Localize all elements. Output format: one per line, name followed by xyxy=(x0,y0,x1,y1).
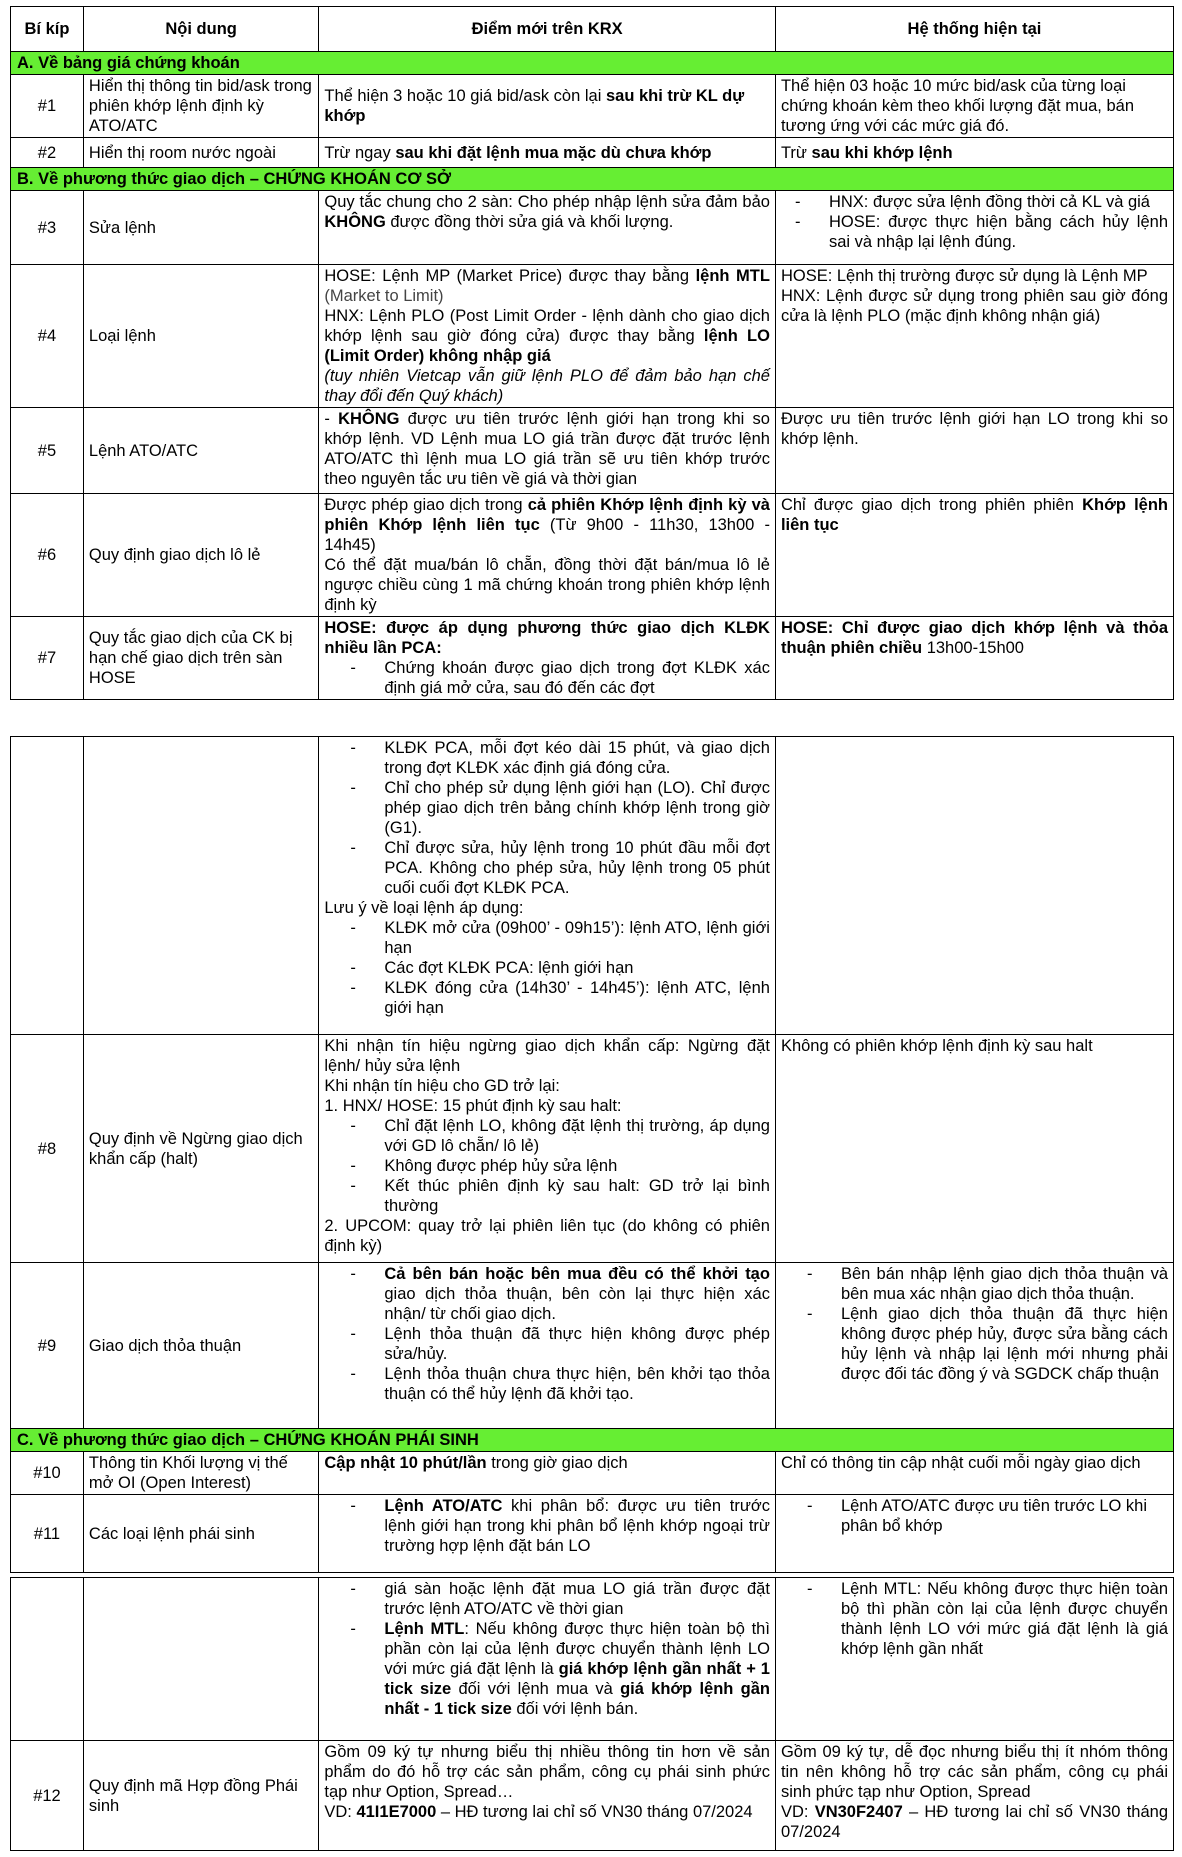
table-row xyxy=(11,1035,1174,1263)
paragraph: Gồm 09 ký tự nhưng biểu thị nhiều thông tin hơn về sản phẩm do đó hỗ trợ các sản phẩm, công cụ phái sinh phức tạp như Option, Spread… xyxy=(324,1743,770,1801)
paragraph: Lưu ý về loại lệnh áp dụng: xyxy=(324,899,524,917)
text-bold: sau khi trừ KL dự khớp xyxy=(324,87,745,125)
row-new xyxy=(319,138,776,168)
text: đối với lệnh mua và xyxy=(451,1680,621,1698)
new-list xyxy=(324,1116,770,1216)
row-current xyxy=(775,265,1173,408)
text-bold: lệnh MTL xyxy=(695,267,770,285)
text: HNX: Lệnh PLO (Post Limit Order - lệnh dành cho giao dịch khớp lệnh sau giờ đóng cửa) được thay bằng xyxy=(324,307,770,345)
section-b-title: B. Về phương thức giao dịch – CHỨNG KHOÁN CƠ SỞ xyxy=(11,168,1174,191)
text: – HĐ tương lai chỉ số VN30 tháng 07/2024 xyxy=(780,1803,1169,1841)
section-c-title: C. Về phương thức giao dịch – CHỨNG KHOÁN PHÁI SINH xyxy=(11,1429,1174,1452)
text-bold: Lệnh MTL xyxy=(384,1620,465,1638)
text: Được phép giao dịch trong xyxy=(324,496,528,514)
text-bold: sau khi khớp lệnh xyxy=(811,143,953,162)
row-current xyxy=(775,617,1173,700)
header-row xyxy=(11,7,1174,52)
table-row xyxy=(11,737,1174,1035)
row-name: Quy định giao dịch lô lẻ xyxy=(83,494,318,617)
list-item: - Lệnh thỏa thuận đã thực hiện không được phép sửa/hủy. xyxy=(384,1324,770,1364)
note-list xyxy=(324,918,770,1018)
paragraph: Khi nhận tín hiệu ngừng giao dịch khẩn cấp: Ngừng đặt lệnh/ hủy sửa lệnh xyxy=(324,1037,770,1075)
list-item: - HOSE: được thực hiện bằng cách hủy lệnh sai và nhập lại lệnh đúng. xyxy=(829,212,1168,252)
row-name: Hiển thị thông tin bid/ask trong phiên khớp lệnh định kỳ ATO/ATC xyxy=(83,75,318,138)
list-item: - Chỉ cho phép sử dụng lệnh giới hạn (LO). Chỉ được phép giao dịch trên bảng chính khớp lệnh trong giờ (G1). xyxy=(384,778,770,838)
text: KLĐK PCA, mỗi đợt kéo dài 15 phút, và giao dịch trong đợt KLĐK xác định giá đóng cửa. xyxy=(384,739,770,777)
new-list xyxy=(324,1264,770,1404)
list-item: - Chỉ được sửa, hủy lệnh trong 10 phút đầu mỗi đợt PCA. Không cho phép sửa, hủy lệnh trong 05 phút cuối cuối đợt KLĐK PCA. xyxy=(384,838,770,898)
text: HOSE: Lệnh MP (Market Price) được thay bằng xyxy=(324,267,696,285)
paragraph: HNX: Lệnh được sử dụng trong phiên sau giờ đóng cửa là lệnh PLO (mặc định không nhận giá) xyxy=(780,287,1168,325)
table-row xyxy=(11,1578,1174,1741)
row-current xyxy=(775,138,1173,168)
paragraph: 1. HNX/ HOSE: 15 phút định kỳ sau halt: xyxy=(324,1097,622,1115)
text: VD: xyxy=(324,1803,357,1821)
row-new xyxy=(319,1578,776,1741)
list-item: - KLĐK mở cửa (09h00’ - 09h15’): lệnh ATO, lệnh giới hạn xyxy=(384,918,770,958)
paragraph: Khi nhận tín hiệu cho GD trở lại: xyxy=(324,1077,560,1095)
new-list xyxy=(324,1579,770,1719)
row-id: #8 xyxy=(11,1035,84,1263)
text: Chỉ được giao dịch trong phiên phiên xyxy=(780,496,1083,514)
text-bold: lệnh LO (Limit Order) không nhập giá xyxy=(324,327,770,365)
text-bold: Lệnh ATO/ATC xyxy=(384,1497,503,1515)
list-item: - Lệnh giao dịch thỏa thuận đã thực hiện không được phép hủy, được sửa bằng cách hủy lệnh và nhập lại lệnh mới nhưng phải được đối tác đồng ý và SGDCK chấp thuận xyxy=(841,1304,1168,1384)
table-row xyxy=(11,138,1174,168)
list-item xyxy=(384,1496,770,1556)
text: giao dịch thỏa thuận, bên còn lại thực hiện xác nhận/ từ chối giao dịch. xyxy=(384,1285,770,1323)
text-bold: KHÔNG xyxy=(338,410,400,428)
row-name: Các loại lệnh phái sinh xyxy=(83,1495,318,1573)
row-current: Không có phiên khớp lệnh định kỳ sau halt xyxy=(775,1035,1173,1263)
row-id: #9 xyxy=(11,1263,84,1429)
row-current xyxy=(775,191,1173,265)
row-new xyxy=(319,408,776,494)
table-row xyxy=(11,191,1174,265)
text: 13h00-15h00 xyxy=(922,639,1024,657)
table-row xyxy=(11,75,1174,138)
new-list xyxy=(324,738,770,898)
row-id: #10 xyxy=(11,1452,84,1495)
list-item xyxy=(384,1264,770,1324)
list-item: - Không được phép hủy sửa lệnh xyxy=(384,1156,770,1176)
text-bold: VN30F2407 xyxy=(814,1803,903,1821)
text: - xyxy=(324,410,339,428)
table-row xyxy=(11,617,1174,700)
row-name-empty xyxy=(83,1578,318,1741)
section-b-row xyxy=(11,168,1174,191)
row-name-empty xyxy=(83,737,318,1035)
table-row xyxy=(11,265,1174,408)
row-current xyxy=(775,494,1173,617)
row-name: Loại lệnh xyxy=(83,265,318,408)
text: trong giờ giao dịch xyxy=(486,1454,628,1472)
paragraph: HOSE: Lệnh thị trường được sử dụng là Lệnh MP xyxy=(780,267,1148,285)
header-content: Nội dung xyxy=(83,7,318,52)
text-bold: Khớp lệnh liên tục xyxy=(780,496,1168,534)
text: VD: xyxy=(780,1803,815,1821)
row-name: Quy định mã Hợp đồng Phái sinh xyxy=(83,1741,318,1851)
text: Quy tắc chung cho 2 sàn: Cho phép nhập lệnh sửa đảm bảo xyxy=(324,193,770,211)
row-name: Sửa lệnh xyxy=(83,191,318,265)
paragraph-italic: (tuy nhiên Vietcap vẫn giữ lệnh PLO để đảm bảo hạn chế thay đổi đến Quý khách) xyxy=(324,367,770,405)
row-name: Quy định về Ngừng giao dịch khẩn cấp (halt) xyxy=(83,1035,318,1263)
current-list xyxy=(781,1496,1168,1536)
table-row xyxy=(11,1495,1174,1573)
text: đối với lệnh bán. xyxy=(511,1700,639,1718)
row-name: Quy tắc giao dịch của CK bị hạn chế giao dịch trên sàn HOSE xyxy=(83,617,318,700)
row-new xyxy=(319,494,776,617)
text-bold: HOSE: Chỉ được giao dịch khớp lệnh và thỏa thuận phiên chiều xyxy=(780,619,1168,657)
list-item: - Lệnh ATO/ATC được ưu tiên trước LO khi phân bổ khớp xyxy=(841,1496,1168,1536)
section-a-row xyxy=(11,52,1174,75)
section-c-row xyxy=(11,1429,1174,1452)
list-item: - Lệnh MTL: Nếu không được thực hiện toàn bộ thì phần còn lại của lệnh được chuyển thành lệnh LO với mức giá đặt lệnh là giá khớp lệnh gần nhất xyxy=(841,1579,1168,1659)
row-current-empty xyxy=(775,737,1173,1035)
list-item: - HNX: được sửa lệnh đồng thời cả KL và giá xyxy=(829,192,1168,212)
row-new xyxy=(319,1035,776,1263)
list-item: - Lệnh thỏa thuận chưa thực hiện, bên khởi tạo thỏa thuận có thể hủy lệnh đã khởi tạo. xyxy=(384,1364,770,1404)
row-new xyxy=(319,191,776,265)
table-row xyxy=(11,494,1174,617)
paragraph xyxy=(324,1802,770,1822)
list-item-continued xyxy=(384,738,770,778)
row-id: #4 xyxy=(11,265,84,408)
paragraph: Có thể đặt mua/bán lô chẵn, đồng thời đặt bán/mua lô lẻ ngược chiều cùng 1 mã chứng khoán trong phiên khớp lệnh định kỳ xyxy=(324,556,770,614)
list-item xyxy=(384,1619,770,1719)
row-current xyxy=(775,1741,1173,1851)
text: giá sàn hoặc lệnh đặt mua LO giá trần được đặt trước lệnh ATO/ATC về thời gian xyxy=(384,1580,770,1618)
row-id: #5 xyxy=(11,408,84,494)
text-bold: giá khớp lệnh gần nhất + 1 tick size xyxy=(384,1660,770,1698)
header-id: Bí kíp xyxy=(11,7,84,52)
row-id: #2 xyxy=(11,138,84,168)
list-item: - Bên bán nhập lệnh giao dịch thỏa thuận và bên mua xác nhận giao dịch thỏa thuận. xyxy=(841,1264,1168,1304)
paragraph xyxy=(324,306,770,366)
row-new xyxy=(319,1263,776,1429)
row-id: #12 xyxy=(11,1741,84,1851)
text-bold: Cập nhật 10 phút/lần xyxy=(324,1454,487,1472)
new-list xyxy=(324,1496,770,1556)
text: : Nếu không được thực hiện toàn bộ thì phần còn lại của lệnh được chuyển thành lệnh LO với mức giá đặt lệnh là xyxy=(384,1620,770,1678)
row-id: #11 xyxy=(11,1495,84,1573)
list-item-continued xyxy=(384,1579,770,1619)
row-new xyxy=(319,75,776,138)
list-item: - Chứng khoán được giao dịch trong đợt KLĐK xác định giá mở cửa, sau đó đến các đợt xyxy=(384,658,770,698)
list-item: - Kết thúc phiên định kỳ sau halt: GD trở lại bình thường xyxy=(384,1176,770,1216)
row-current: Chỉ có thông tin cập nhật cuối mỗi ngày giao dịch xyxy=(775,1452,1173,1495)
paragraph xyxy=(324,495,770,555)
row-current xyxy=(775,1578,1173,1741)
row-new xyxy=(319,265,776,408)
row-current xyxy=(775,1263,1173,1429)
text: (Market to Limit) xyxy=(324,287,444,305)
current-list xyxy=(781,1579,1168,1659)
row-current xyxy=(775,1495,1173,1573)
text: (Từ 9h00 - 11h30, 13h00 - 14h45) xyxy=(324,516,770,554)
text: Trừ xyxy=(780,143,812,162)
section-a-title: A. Về bảng giá chứng khoán xyxy=(11,52,1174,75)
row-new xyxy=(319,1495,776,1573)
row-name: Hiển thị room nước ngoài xyxy=(83,138,318,168)
table-row xyxy=(11,1741,1174,1851)
row-name: Lệnh ATO/ATC xyxy=(83,408,318,494)
paragraph xyxy=(781,1802,1168,1842)
row-name: Thông tin Khối lượng vị thế mở OI (Open Interest) xyxy=(83,1452,318,1495)
text: khi phân bổ: được ưu tiên trước lệnh giới hạn trong khi phân bổ lệnh khớp ngoại trừ trường hợp lệnh đặt bán LO xyxy=(384,1497,770,1555)
text: Trừ ngay xyxy=(324,143,396,162)
row-id-empty xyxy=(11,1578,84,1741)
paragraph: Gồm 09 ký tự, dễ đọc nhưng biểu thị ít nhóm thông tin nên không hỗ trợ các sản phẩm, công cụ phái sinh phức tạp như Option, Spread xyxy=(780,1743,1168,1801)
text-bold: sau khi đặt lệnh mua mặc dù chưa khớp xyxy=(395,143,712,162)
header-new: Điểm mới trên KRX xyxy=(319,7,776,52)
paragraph: 2. UPCOM: quay trở lại phiên liên tục (do không có phiên định kỳ) xyxy=(324,1217,770,1255)
current-list xyxy=(781,192,1168,252)
comparison-table-part-2 xyxy=(10,736,1174,1573)
text-bold: giá khớp lệnh gần nhất - 1 tick size xyxy=(384,1680,770,1718)
paragraph-bold: HOSE: được áp dụng phương thức giao dịch KLĐK nhiều lần PCA: xyxy=(324,619,770,657)
row-current: Được ưu tiên trước lệnh giới hạn LO trong khi so khớp lệnh. xyxy=(775,408,1173,494)
text: – HĐ tương lai chỉ số VN30 tháng 07/2024 xyxy=(436,1803,753,1821)
text-bold: 41I1E7000 xyxy=(356,1803,437,1821)
table-row xyxy=(11,1452,1174,1495)
row-current: Thể hiện 03 hoặc 10 mức bid/ask của từng loại chứng khoán kèm theo khối lượng đặt mua, bán tương ứng với các mức giá đó. xyxy=(775,75,1173,138)
row-name: Giao dịch thỏa thuận xyxy=(83,1263,318,1429)
comparison-table-part-3 xyxy=(10,1577,1174,1851)
text: được đồng thời sửa giá và khối lượng. xyxy=(385,213,674,231)
row-new xyxy=(319,1741,776,1851)
table-row xyxy=(11,408,1174,494)
row-new xyxy=(319,737,776,1035)
list-item: - Chỉ đặt lệnh LO, không đặt lệnh thị trường, áp dụng với GD lô chẵn/ lô lẻ) xyxy=(384,1116,770,1156)
new-list xyxy=(324,658,770,698)
row-new xyxy=(319,617,776,700)
current-list xyxy=(781,1264,1168,1384)
row-id: #7 xyxy=(11,617,84,700)
text-bold: KHÔNG xyxy=(324,213,386,231)
row-id: #6 xyxy=(11,494,84,617)
row-id: #1 xyxy=(11,75,84,138)
text: được ưu tiên trước lệnh giới hạn trong khi so khớp lệnh. VD Lệnh mua LO giá trần được đặt trước lệnh ATO/ATC thì lệnh mua LO giá trần sẽ ưu tiên khớp trước theo nguyên tắc ưu tiên về giá và thời gian xyxy=(324,410,770,488)
table-row xyxy=(11,1263,1174,1429)
list-item: - Các đợt KLĐK PCA: lệnh giới hạn xyxy=(384,958,770,978)
row-id: #3 xyxy=(11,191,84,265)
list-item: - KLĐK đóng cửa (14h30’ - 14h45’): lệnh ATC, lệnh giới hạn xyxy=(384,978,770,1018)
row-new xyxy=(319,1452,776,1495)
comparison-table-part-1 xyxy=(10,6,1174,700)
header-current: Hệ thống hiện tại xyxy=(775,7,1173,52)
paragraph xyxy=(324,266,770,306)
text-bold: cả phiên Khớp lệnh định kỳ và phiên Khớp lệnh liên tục xyxy=(324,496,770,534)
text: Thể hiện 3 hoặc 10 giá bid/ask còn lại xyxy=(324,87,606,105)
text-bold: Cả bên bán hoặc bên mua đều có thể khởi tạo xyxy=(384,1265,770,1283)
row-id-empty xyxy=(11,737,84,1035)
